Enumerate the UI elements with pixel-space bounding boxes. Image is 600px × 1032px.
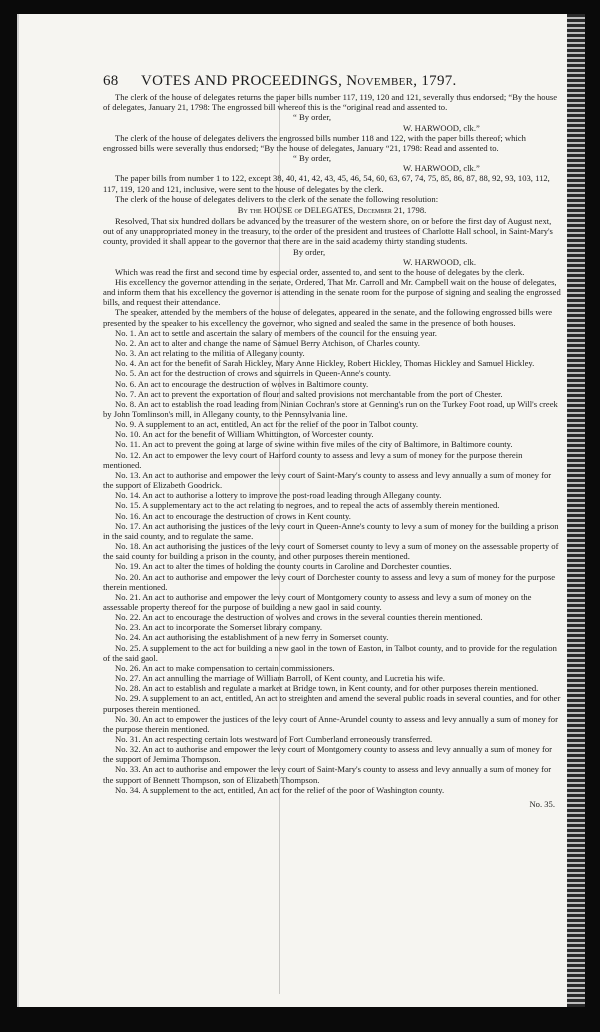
paragraph: The speaker, attended by the members of the house of delegates, appeared in the senate, and the following engrossed bills were presented by the speaker to his excellency the governor, who signed and sealed the same in the presence of both houses.	[103, 307, 553, 328]
resolution-heading: By the HOUSE of DELEGATES, December 21, 1798.	[237, 204, 427, 215]
bill-list	[103, 328, 561, 795]
bill-item: No. 26. An act to make compensation to certain commissioners.	[115, 662, 335, 673]
bill-item: No. 25. A supplement to the act for building a new gaol in the town of Easton, in Talbot county, and to provide for the regulation of the said gaol.	[103, 642, 557, 663]
bill-item: No. 29. A supplement to an act, entitled, An act to streighten and amend the several public roads in several counties, and for other purposes therein mentioned.	[103, 693, 561, 714]
bill-item: No. 30. An act to empower the justices of the levy court of Anne-Arundel county to assess and levy annually a sum of money for the purpose therein mentioned.	[103, 713, 558, 734]
bill-item: No. 15. A supplementary act to the act relating to negroes, and to repeal the acts of assembly therein mentioned.	[115, 500, 500, 511]
paragraph: The clerk of the house of delegates returns the paper bills number 117, 119, 120 and 121, severally thus endorsed; “By the house of delegates, January 21, 1798: The engrossed bill whereof this is the “original read and assented to.	[103, 92, 558, 113]
bill-item: No. 20. An act to authorise and empower the levy court of Dorchester county to assess and levy a sum of money for the purpose therein mentioned.	[103, 571, 556, 592]
bill-item: No. 13. An act to authorise and empower the levy court of Saint-Mary's county to assess and levy annually a sum of money for the support of Elizabeth Goodrick.	[103, 469, 552, 491]
bill-item: No. 24. An act authorising the establishment of a new ferry in Somerset county.	[115, 632, 389, 643]
paragraph: The clerk of the house of delegates delivers to the clerk of the senate the following resolution:	[115, 193, 439, 204]
bill-item: No. 3. An act relating to the militia of Allegany county.	[115, 348, 305, 359]
bill-item: No. 34. A supplement to the act, entitled, An act for the relief of the poor of Washington county.	[115, 784, 445, 795]
bill-item: No. 21. An act to authorise and empower the levy court of Montgomery county to assess and levy a sum of money on the assessable property thereof for the purpose of building a new gaol in said county.	[103, 591, 532, 612]
bill-item: No. 22. An act to encourage the destruction of wolves and crows in the several counties therein mentioned.	[115, 612, 483, 623]
bill-item: No. 28. An act to establish and regulate a market at Bridge town, in Kent county, and for other purposes therein mentioned.	[115, 683, 539, 694]
bill-item: No. 1. An act to settle and ascertain the salary of members of the council for the ensuing year.	[115, 327, 437, 338]
bill-item: No. 6. An act to encourage the destruction of wolves in Baltimore county.	[115, 378, 369, 389]
bill-item: No. 8. An act to establish the road leading from Ninian Cochran's store at Genning's run on the Turkey Foot road, up Will's creek by John Tomlinson's mill, in Allegany county, to the Pennsylvania line.	[103, 398, 558, 419]
page-content	[103, 73, 561, 809]
signature-line: W. HARWOOD, clk.”	[403, 122, 480, 133]
scanned-page	[17, 14, 585, 1007]
signature-line: W. HARWOOD, clk.	[403, 256, 476, 267]
page-number: 68	[103, 73, 119, 89]
bill-item: No. 11. An act to prevent the going at large of swine within five miles of the city of Baltimore, in Baltimore county.	[115, 439, 513, 450]
bill-item: No. 10. An act for the benefit of William Whittington, of Worcester county.	[115, 429, 374, 440]
resolution-text: Resolved, That six hundred dollars be advanced by the treasurer of the western shore, on or before the first day of August next, out of any unappropriated money in the treasury, to the order of the president and trustees of Charlotte Hall school, in Saint-Mary's county, provided it shall appear to the governor that there are in the said academy thirty standing students.	[103, 216, 553, 247]
bill-item: No. 33. An act to authorise and empower the levy court of Saint-Mary's county to assess and levy annually a sum of money for the support of Bennett Thompson, son of Elizabeth Thompson.	[103, 764, 552, 785]
bill-item: No. 19. An act to alter the times of holding the county courts in Caroline and Dorchester counties.	[115, 561, 452, 572]
catchword: No. 35.	[529, 798, 555, 809]
bill-item: No. 16. An act to encourage the destruction of crows in Kent county.	[115, 510, 351, 521]
running-title: VOTES AND PROCEEDINGS, November, 1797.	[141, 73, 457, 89]
signature-line: W. HARWOOD, clk.”	[403, 163, 480, 174]
by-order-line: By order,	[293, 246, 326, 257]
bill-item: No. 23. An act to incorporate the Somerset library company.	[115, 622, 323, 633]
paragraph: The paper bills from number 1 to 122, except 38, 40, 41, 42, 43, 45, 46, 54, 60, 63, 67, 74, 75, 85, 86, 87, 88, 92, 93, 103, 112, 117, 119, 120 and 121, inclusive, were sent to the house of delegates by the clerk.	[103, 173, 550, 194]
by-order-line: “ By order,	[293, 153, 332, 164]
bill-item: No. 7. An act to prevent the exportation of flour and salted provisions not merchantable from the port of Chester.	[115, 388, 503, 399]
bill-item: No. 5. An act for the destruction of crows and squirrels in Queen-Anne's county.	[115, 368, 391, 379]
bill-item: No. 27. An act annulling the marriage of William Barroll, of Kent county, and Lucretia his wife.	[115, 673, 445, 684]
bill-item: No. 31. An act respecting certain lots westward of Fort Cumberland erroneously transferred.	[115, 734, 433, 744]
bill-item: No. 12. An act to empower the levy court of Harford county to assess and levy a sum of money for the purpose therein mentioned.	[103, 449, 523, 470]
bill-item: No. 2. An act to alter and change the name of Samuel Berry Atchison, of Charles county.	[115, 337, 420, 348]
by-order-line: “ By order,	[293, 112, 332, 123]
bill-item: No. 17. An act authorising the justices of the levy court in Queen-Anne's county to levy a sum of money for the building a prison in the said county, and to regulate the same.	[103, 520, 559, 541]
bill-item: No. 4. An act for the benefit of Sarah Hickley, Mary Anne Hickley, Robert Hickley, Thomas Hickley and Samuel Hickley.	[115, 358, 535, 369]
bill-item: No. 14. An act to authorise a lottery to improve the post-road leading through Allegany county.	[115, 490, 442, 501]
running-head	[103, 73, 561, 89]
paragraph: His excellency the governor attending in the senate, Ordered, That Mr. Carroll and Mr. Campbell wait on the house of delegates, and inform them that his excellency the governor is attending in the senate room for the purpose of signing and sealing the engrossed bills, and request their attendance.	[103, 276, 561, 308]
binding-gutter	[567, 14, 585, 1007]
bill-item: No. 9. A supplement to an act, entitled, An act for the relief of the poor in Talbot county.	[115, 419, 418, 430]
paragraph: The clerk of the house of delegates delivers the engrossed bills number 118 and 122, with the paper bills thereof; which engrossed bills were severally thus endorsed; “By the house of delegates, January “21, 1798: Read and assented to.	[103, 132, 526, 153]
bill-item: No. 18. An act authorising the justices of the levy court of Somerset county to levy a sum of money on the assessable property of the said county for building a prison in the county, and other purposes therein mentioned.	[103, 541, 559, 562]
paragraph: Which was read the first and second time by especial order, assented to, and sent to the house of delegates by the clerk.	[115, 266, 525, 277]
bill-item: No. 32. An act to authorise and empower the levy court of Montgomery county to assess and levy annually a sum of money for the support of Jemima Thompson.	[103, 744, 552, 765]
